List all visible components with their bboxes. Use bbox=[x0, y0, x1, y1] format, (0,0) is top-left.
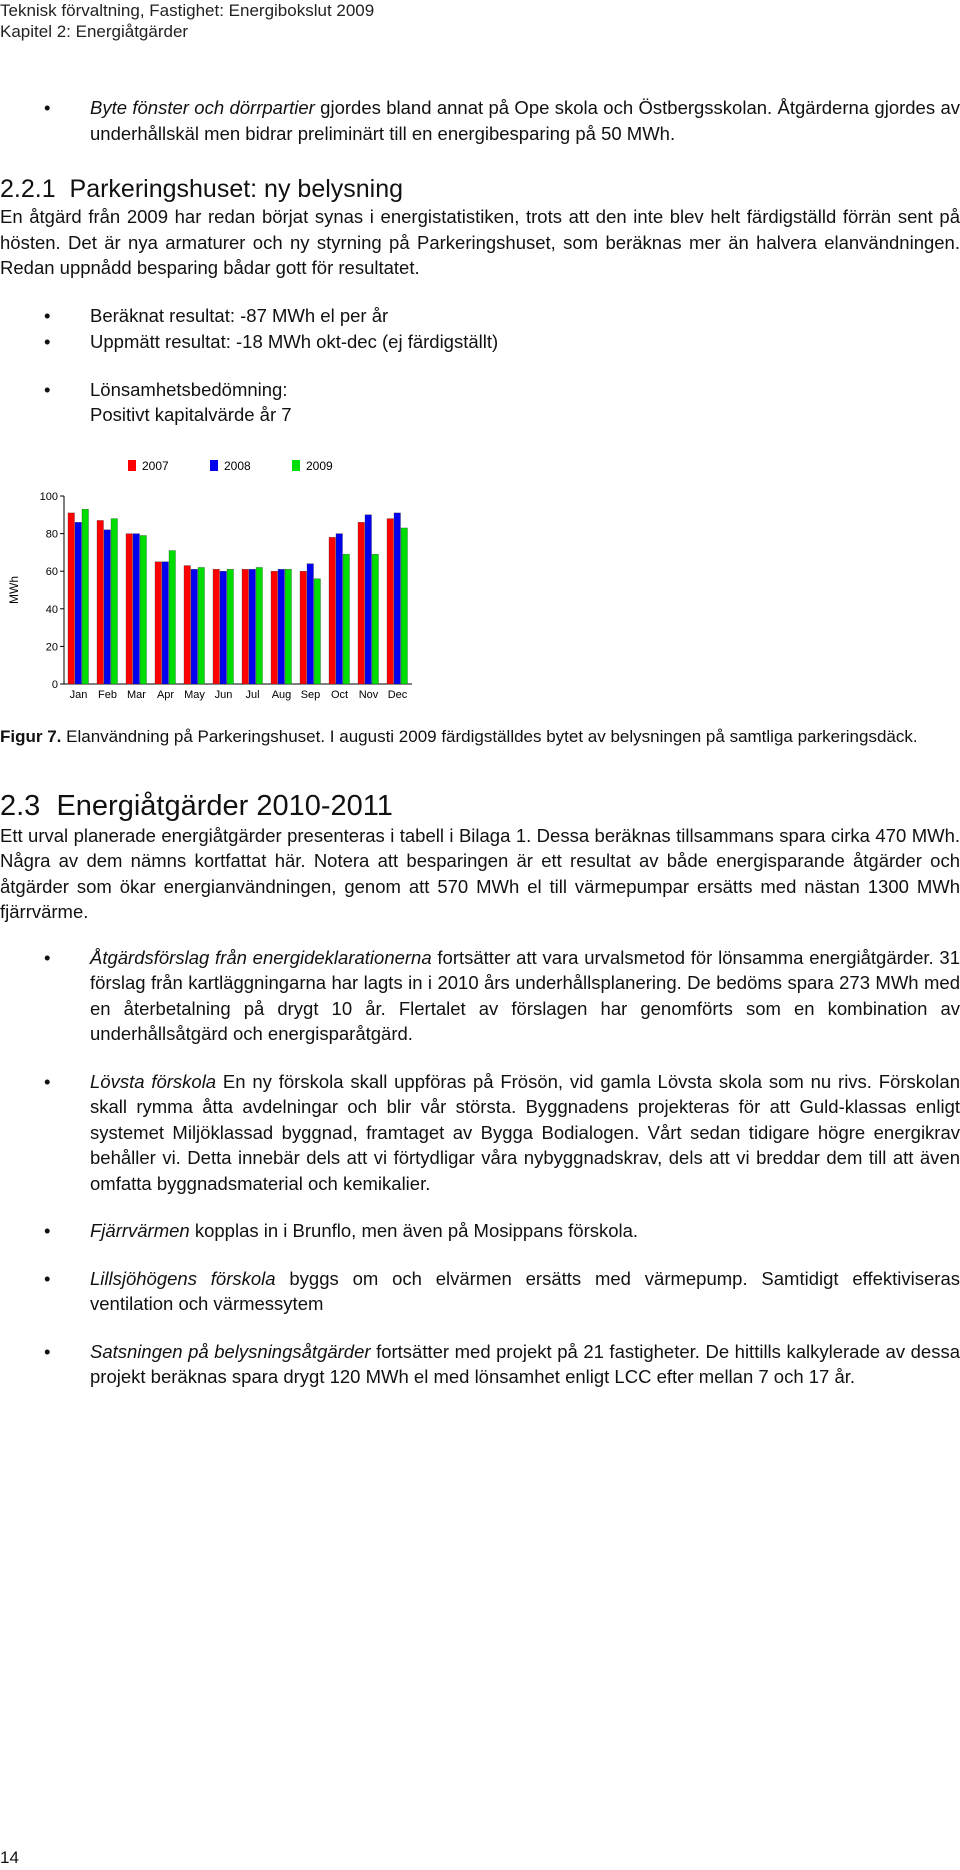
bar-2008-jul bbox=[249, 569, 256, 684]
legend-swatch-2007 bbox=[128, 460, 136, 471]
measure-italic: Satsningen på belysningsåtgärder bbox=[90, 1340, 371, 1362]
figure-caption bbox=[0, 725, 960, 749]
header-line-2: Kapitel 2: Energiåtgärder bbox=[0, 22, 189, 41]
result-item bbox=[0, 303, 960, 329]
x-tick-label: Nov bbox=[358, 688, 379, 701]
bar-2008-sep bbox=[307, 563, 314, 683]
section-body: En åtgärd från 2009 har redan börjat synas i energistatistiken, trots att den inte blev helt färdigställd förrän sent på hösten. Det är nya armaturer och ny styrning på Parkeringshuset, som beräknas mer än halvera elanvändningen. Redan uppnådd besparing bådar gott för resultatet. bbox=[0, 206, 960, 278]
measure-italic: Fjärrvärmen bbox=[90, 1220, 190, 1241]
result-item bbox=[0, 329, 960, 355]
bar-2007-jun bbox=[213, 569, 220, 684]
section-number: 2.2.1 bbox=[0, 175, 56, 203]
bar-2008-may bbox=[191, 569, 198, 684]
legend-label-2007: 2007 bbox=[142, 458, 169, 473]
header-line-1: Teknisk förvaltning, Fastighet: Energibokslut 2009 bbox=[0, 1, 375, 20]
bullet-dot: • bbox=[44, 331, 51, 352]
bar-2008-mar bbox=[133, 533, 140, 683]
bar-2009-nov bbox=[372, 554, 379, 684]
bar-2007-may bbox=[184, 565, 191, 683]
measure-text: En ny förskola skall uppföras på Frösön, vid gamla Lövsta skola som nu rivs. Förskolan skall rymma åtta avdelningar och blir vår största. Byggnadens projekteras för att Guld-klassas enligt systemet Miljöklassad byggnad, framtaget av Bygga Bodialogen. Vårt sedan tidigare högre energikrav behåller vi. Detta innebär dels att vi förtydligar våra nybyggnadskrav, dels att vi breddar dem till att även omfatta byggnadsmaterial och kemikalier. bbox=[90, 1070, 960, 1194]
measure-item bbox=[0, 1218, 960, 1244]
legend-swatch-2009 bbox=[292, 460, 300, 471]
page-number: 14 bbox=[0, 1848, 19, 1867]
running-header bbox=[0, 0, 374, 42]
bar-2009-mar bbox=[140, 535, 147, 684]
assessment-label: Lönsamhetsbedömning: bbox=[90, 378, 288, 400]
measure-italic: Lillsjöhögens förskola bbox=[90, 1267, 276, 1289]
y-tick-label: 40 bbox=[45, 603, 58, 616]
bullet-dot: • bbox=[44, 1267, 51, 1289]
bullet-dot: • bbox=[44, 378, 51, 400]
legend-label-2008: 2008 bbox=[224, 458, 251, 473]
section-title: Parkeringshuset: ny belysning bbox=[69, 175, 404, 203]
bullet-dot: • bbox=[44, 1070, 51, 1092]
bar-2007-feb bbox=[97, 520, 104, 684]
figure-caption-text: Elanvändning på Parkeringshuset. I augusti 2009 färdigställdes bytet av belysningen på samtliga parkeringsdäck. bbox=[61, 726, 918, 746]
bar-2009-jun bbox=[227, 569, 234, 684]
bar-2009-apr bbox=[169, 550, 176, 683]
assessment-value: Positivt kapitalvärde år 7 bbox=[90, 404, 292, 425]
bar-2008-apr bbox=[162, 561, 169, 683]
bar-2008-jun bbox=[220, 571, 227, 684]
chart-figure bbox=[0, 456, 960, 711]
legend-label-2009: 2009 bbox=[306, 458, 333, 473]
bullet-dot: • bbox=[44, 1220, 51, 1241]
measure-text: kopplas in i Brunflo, men även på Mosippans förskola. bbox=[189, 1220, 639, 1241]
bar-2009-jan bbox=[82, 509, 89, 684]
section-number: 2.3 bbox=[0, 789, 41, 822]
x-tick-label: Feb bbox=[98, 688, 117, 701]
x-tick-label: Apr bbox=[156, 688, 175, 701]
x-tick-label: Jun bbox=[214, 688, 233, 701]
section-heading-2-2-1 bbox=[0, 174, 960, 204]
intro-bullet bbox=[0, 95, 960, 146]
bar-2008-dec bbox=[394, 512, 401, 683]
x-tick-label: Mar bbox=[127, 688, 146, 701]
result-text: Uppmätt resultat: -18 MWh okt-dec (ej färdigställt) bbox=[90, 331, 499, 352]
measure-text: fortsätter med projekt på 21 fastigheter. De hittills kalkylerade av dessa projekt beräknas spara drygt 120 MWh el med lönsamhet enligt LCC efter mellan 7 och 17 år. bbox=[90, 1340, 960, 1387]
x-tick-label: Oct bbox=[330, 688, 349, 701]
y-axis-label: MWh bbox=[7, 575, 21, 604]
measure-item bbox=[0, 1069, 960, 1197]
x-tick-label: Dec bbox=[387, 688, 408, 701]
section-title: Energiåtgärder 2010-2011 bbox=[56, 789, 393, 822]
measure-item bbox=[0, 1339, 960, 1390]
y-tick-label: 100 bbox=[39, 490, 58, 503]
measure-text: byggs om och elvärmen ersätts med värmepump. Samtidigt effektiviseras ventilation och värmessytem bbox=[90, 1267, 960, 1314]
bar-2007-dec bbox=[387, 518, 394, 683]
bar-2007-aug bbox=[271, 571, 278, 684]
y-tick-label: 60 bbox=[45, 565, 58, 578]
y-tick-label: 20 bbox=[45, 640, 58, 653]
bar-chart bbox=[0, 456, 420, 711]
legend-swatch-2008 bbox=[210, 460, 218, 471]
x-tick-label: Sep bbox=[300, 688, 321, 701]
x-tick-label: May bbox=[184, 688, 205, 701]
intro-bullet-italic: Byte fönster och dörrpartier bbox=[90, 97, 315, 118]
bar-2007-jul bbox=[242, 569, 249, 684]
bar-2009-aug bbox=[285, 569, 292, 684]
bar-2007-mar bbox=[126, 533, 133, 683]
assessment-item bbox=[0, 377, 960, 428]
bar-2009-feb bbox=[111, 518, 118, 683]
section-heading-2-3 bbox=[0, 789, 960, 823]
y-tick-label: 80 bbox=[45, 528, 58, 541]
bar-2008-feb bbox=[104, 529, 111, 683]
bar-2007-oct bbox=[329, 537, 336, 684]
section-body: Ett urval planerade energiåtgärder presenteras i tabell i Bilaga 1. Dessa beräknas tillsammans spara cirka 470 MWh. Några av dem nämns kortfattat här. Notera att besparingen är ett resultat av både energisparande åtgärder och åtgärder som ökar energianvändningen, genom att 570 MWh el till värmepumpar ersätts med nästan 1300 MWh fjärrvärme. bbox=[0, 824, 960, 922]
measure-item bbox=[0, 1266, 960, 1317]
intro-bullet-text: gjordes bland annat på Ope skola och Östbergsskolan. Åtgärderna gjordes av underhållskäl men bidrar preliminärt till en energibesparing på 50 MWh. bbox=[90, 97, 960, 144]
x-tick-label: Aug bbox=[271, 688, 292, 701]
bullet-dot: • bbox=[44, 946, 51, 968]
bar-2008-jan bbox=[75, 522, 82, 684]
bar-2008-oct bbox=[336, 533, 343, 683]
bar-2009-may bbox=[198, 567, 205, 684]
bullet-dot: • bbox=[44, 97, 51, 118]
measure-item bbox=[0, 945, 960, 1047]
measures-list bbox=[0, 945, 960, 1390]
bar-2008-nov bbox=[365, 514, 372, 683]
y-tick-label: 0 bbox=[51, 678, 58, 691]
bar-2009-sep bbox=[314, 578, 321, 683]
page-content bbox=[0, 95, 960, 1390]
x-tick-label: Jan bbox=[69, 688, 88, 701]
bullet-dot: • bbox=[44, 1340, 51, 1362]
bar-2007-apr bbox=[155, 561, 162, 683]
measure-italic: Åtgärdsförslag från energideklarationerna bbox=[90, 946, 432, 968]
measure-text: fortsätter att vara urvalsmetod för lönsamma energiåtgärder. 31 förslag från kartläggningarna har lagts in i 2010 års underhållsplanering. De bedöms spara 273 MWh med en återbetalning på drygt 10 år. Flertalet av förslagen har genomförts som en kombination av underhållsåtgärd och energisparåtgärd. bbox=[90, 946, 960, 1044]
bar-2009-dec bbox=[401, 527, 408, 683]
result-text: Beräknat resultat: -87 MWh el per år bbox=[90, 304, 389, 326]
bullet-dot: • bbox=[44, 304, 51, 326]
measure-italic: Lövsta förskola bbox=[90, 1070, 217, 1092]
bar-2007-nov bbox=[358, 522, 365, 684]
bar-2008-aug bbox=[278, 569, 285, 684]
bar-2007-sep bbox=[300, 571, 307, 684]
bar-2009-oct bbox=[343, 554, 350, 684]
bar-2007-jan bbox=[68, 512, 75, 683]
bar-2009-jul bbox=[256, 567, 263, 684]
x-tick-label: Jul bbox=[245, 688, 260, 701]
figure-label: Figur 7. bbox=[0, 726, 62, 746]
result-list bbox=[0, 303, 960, 355]
